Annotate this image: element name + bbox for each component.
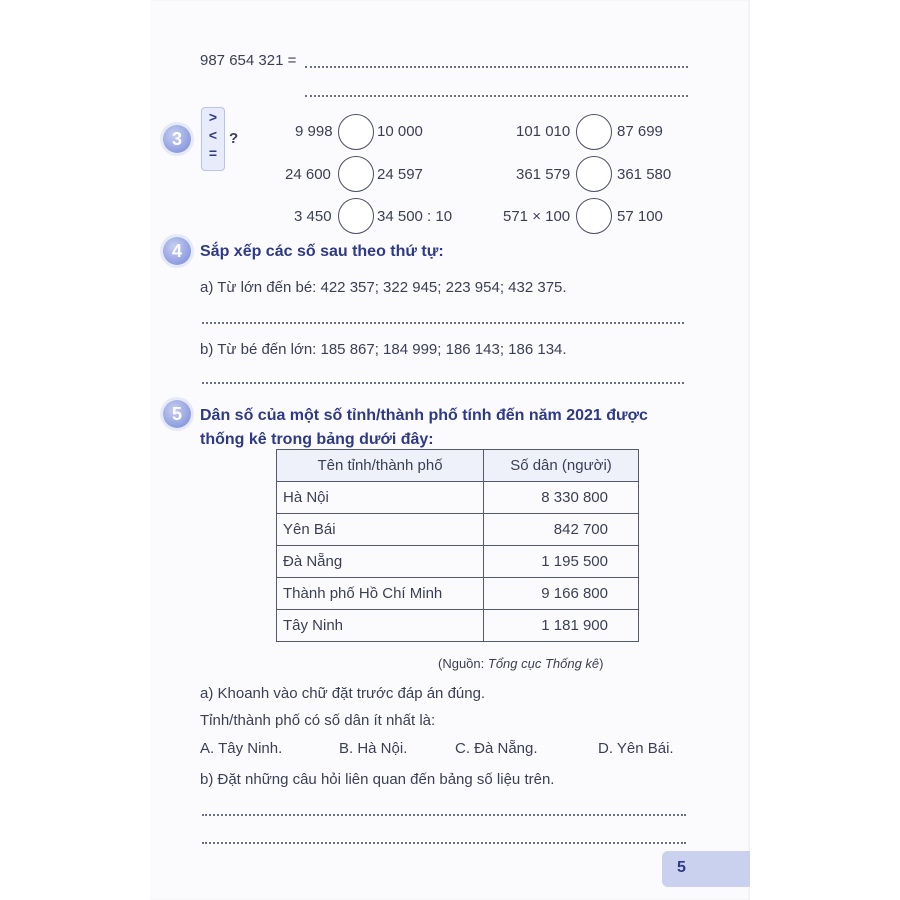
compare-left-value: 9 998: [295, 123, 333, 140]
table-cell-population: 9 166 800: [484, 578, 639, 610]
compare-right-value: 24 597: [377, 166, 423, 183]
exercise-5-title-line2: thống kê trong bảng dưới đây:: [200, 431, 434, 448]
table-cell-name: Thành phố Hồ Chí Minh: [277, 578, 484, 610]
exercise-5a-instruction: a) Khoanh vào chữ đặt trước đáp án đúng.: [200, 685, 486, 702]
option-c[interactable]: C. Đà Nẵng.: [455, 740, 538, 757]
column-header-population: Số dân (người): [484, 450, 639, 482]
question-mark: ?: [229, 130, 239, 147]
table-cell-name: Đà Nẵng: [277, 546, 484, 578]
table-cell-name: Hà Nội: [277, 482, 484, 514]
compare-right-value: 34 500 : 10: [377, 208, 453, 225]
top-line-number: 987 654 321 =: [200, 52, 297, 69]
exercise-4b-text: b) Từ bé đến lớn: 185 867; 184 999; 186 143; 186 134.: [200, 341, 567, 358]
table-row: [277, 482, 639, 514]
source-suffix: ): [599, 656, 604, 671]
compare-answer-circle[interactable]: [576, 198, 612, 234]
compare-left-value: 571 × 100: [503, 208, 571, 225]
compare-left-value: 24 600: [285, 166, 331, 183]
answer-dotted-line: [202, 382, 684, 384]
compare-left-value: 3 450: [294, 208, 332, 225]
answer-dotted-line: [202, 814, 686, 816]
compare-answer-circle[interactable]: [576, 114, 612, 150]
table-source: [438, 656, 604, 671]
source-prefix: (Nguồn:: [438, 656, 488, 671]
compare-answer-circle[interactable]: [338, 156, 374, 192]
compare-left-value: 361 579: [516, 166, 571, 183]
exercise-5b-text: b) Đặt những câu hỏi liên quan đến bảng số liệu trên.: [200, 771, 555, 788]
compare-right-value: 10 000: [377, 123, 423, 140]
equals-symbol: =: [208, 145, 218, 161]
option-b[interactable]: B. Hà Nội.: [339, 740, 408, 757]
answer-dotted-line: [305, 95, 688, 97]
exercise-5-badge: 5: [163, 400, 191, 428]
answer-dotted-line: [202, 842, 686, 844]
exercise-5a-question: Tỉnh/thành phố có số dân ít nhất là:: [200, 712, 436, 729]
exercise-4-badge: 4: [163, 237, 191, 265]
option-d[interactable]: D. Yên Bái.: [598, 740, 674, 757]
table-cell-population: 842 700: [484, 514, 639, 546]
compare-right-value: 361 580: [617, 166, 672, 183]
page-number: 5: [677, 859, 686, 876]
less-than-symbol: <: [208, 127, 218, 143]
compare-answer-circle[interactable]: [338, 198, 374, 234]
table-row: [277, 546, 639, 578]
page-number-tab: [662, 851, 750, 887]
table-cell-population: 1 181 900: [484, 610, 639, 642]
answer-dotted-line: [305, 66, 688, 68]
table-cell-population: 8 330 800: [484, 482, 639, 514]
compare-answer-circle[interactable]: [338, 114, 374, 150]
table-row: [277, 578, 639, 610]
table-cell-name: Tây Ninh: [277, 610, 484, 642]
source-name: Tổng cục Thống kê: [487, 656, 600, 671]
table-row: [277, 610, 639, 642]
table-cell-population: 1 195 500: [484, 546, 639, 578]
population-table: [276, 449, 639, 642]
compare-answer-circle[interactable]: [576, 156, 612, 192]
table-row: [277, 514, 639, 546]
compare-left-value: 101 010: [516, 123, 571, 140]
exercise-4-title: Sắp xếp các số sau theo thứ tự:: [200, 243, 444, 260]
compare-right-value: 57 100: [617, 208, 663, 225]
exercise-3-badge: 3: [163, 125, 191, 153]
greater-than-symbol: >: [208, 109, 218, 125]
table-cell-name: Yên Bái: [277, 514, 484, 546]
compare-right-value: 87 699: [617, 123, 663, 140]
answer-dotted-line: [202, 322, 684, 324]
column-header-name: Tên tỉnh/thành phố: [277, 450, 484, 482]
exercise-4a-text: a) Từ lớn đến bé: 422 357; 322 945; 223 954; 432 375.: [200, 279, 567, 296]
table-header-row: [277, 450, 639, 482]
comparison-symbols-box: [201, 107, 225, 171]
option-a[interactable]: A. Tây Ninh.: [200, 740, 283, 757]
exercise-5-title-line1: Dân số của một số tỉnh/thành phố tính đến năm 2021 được: [200, 407, 648, 424]
